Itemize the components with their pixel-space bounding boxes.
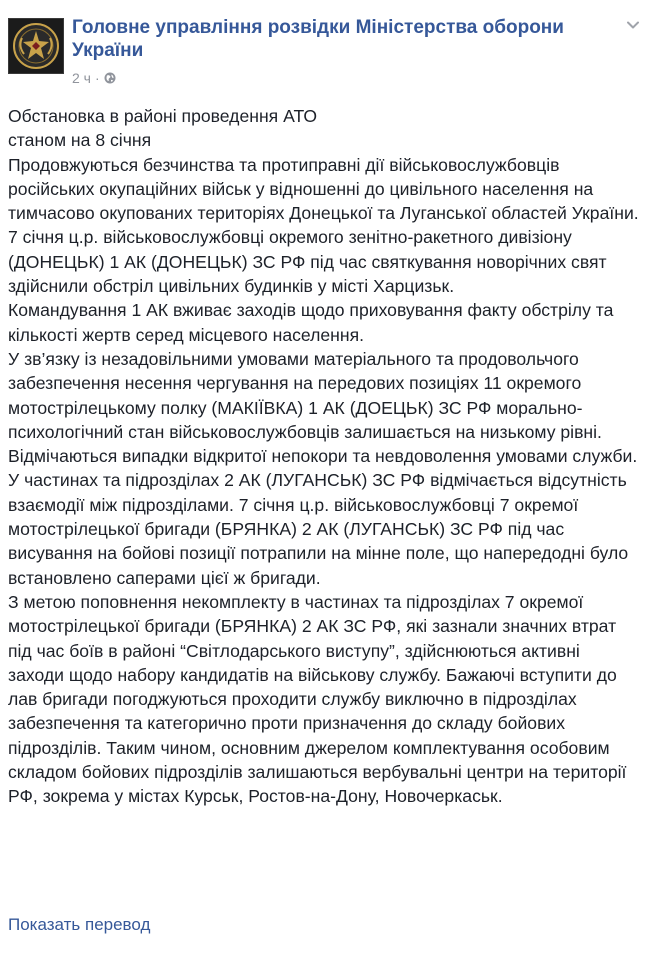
- post-paragraph: 7 січня ц.р. військовослужбовці окремого зенітно-ракетного дивізіону (ДОНЕЦЬК) 1 АК (ДОНЕЦЬК) ЗС РФ під час святкування новорічних свят здійснили обстріл цивільних будинків у місті Харцизьк.: [8, 227, 607, 297]
- page-avatar[interactable]: [8, 18, 64, 74]
- post-paragraph: У зв’язку із незадовільними умовами матеріального та продовольчого забезпечення несення чергування на передових позиціях 11 окремого мотострілецькому полку (МАКІЇВКА) 1 АК (ДОЕЦЬК) ЗС РФ морально-психологічний стан військовослужбовців залишається на низькому рівні. Відмічаються випадки відкритої непокори та невдоволення умовами служби.: [8, 348, 638, 467]
- post-header: [8, 10, 646, 90]
- post-paragraph: Командування 1 АК вживає заходів щодо приховування факту обстрілу та кількості жертв серед місцевого населення.: [8, 300, 614, 345]
- post-timestamp[interactable]: 2 ч: [72, 70, 91, 86]
- meta-separator: ·: [94, 70, 100, 86]
- page-name-link[interactable]: Головне управління розвідки Міністерства оборони України: [72, 17, 564, 61]
- post-paragraph: З метою поповнення некомплекту в частинах та підрозділах 7 окремої мотострілецької бригади (БРЯНКА) 2 АК ЗС РФ, які зазнали значних втрат під час боїв в районі “Світлодарського виступу”, здійснюються активні заходи щодо набору кандидатів на військову службу. Бажаючі вступити до лав бригади погоджуються проходити службу виключно в підрозділах забезпечення та категорично проти призначення до складу бойових підрозділів. Таким чином, основним джерелом комплектування особовим складом бойових підрозділів залишаються вербувальні центри на території РФ, зокрема у містах Курськ, Ростов-на-Дону, Новочеркаськ.: [8, 591, 627, 807]
- post-paragraph: У частинах та підрозділах 2 АК (ЛУГАНСЬК) ЗС РФ відмічається відсутність взаємодії між підрозділами. 7 січня ц.р. військовослужбовці 7 окремої мотострілецької бригади (БРЯНКА) 2 АК (ЛУГАНСЬК) ЗС РФ під час висування на бойові позиції потрапили на мінне поле, що напередодні було встановлено саперами цієї ж бригади.: [8, 470, 629, 588]
- post-meta: [72, 70, 116, 86]
- post-paragraph: Обстановка в районі проведення АТО: [8, 106, 318, 126]
- post-text: [8, 104, 640, 809]
- gur-emblem-icon: [12, 22, 60, 70]
- globe-icon[interactable]: [104, 72, 116, 84]
- show-translation-link[interactable]: Показать перевод: [8, 915, 151, 934]
- post-paragraph: Продовжуються безчинства та протиправні дії військовослужбовців російських окупаційних військ у відношенні до цивільного населення на тимчасово окупованих територіях Донецької та Луганської областей України.: [8, 154, 639, 224]
- post-paragraph: станом на 8 січня: [8, 130, 152, 151]
- chevron-down-icon[interactable]: [624, 16, 642, 34]
